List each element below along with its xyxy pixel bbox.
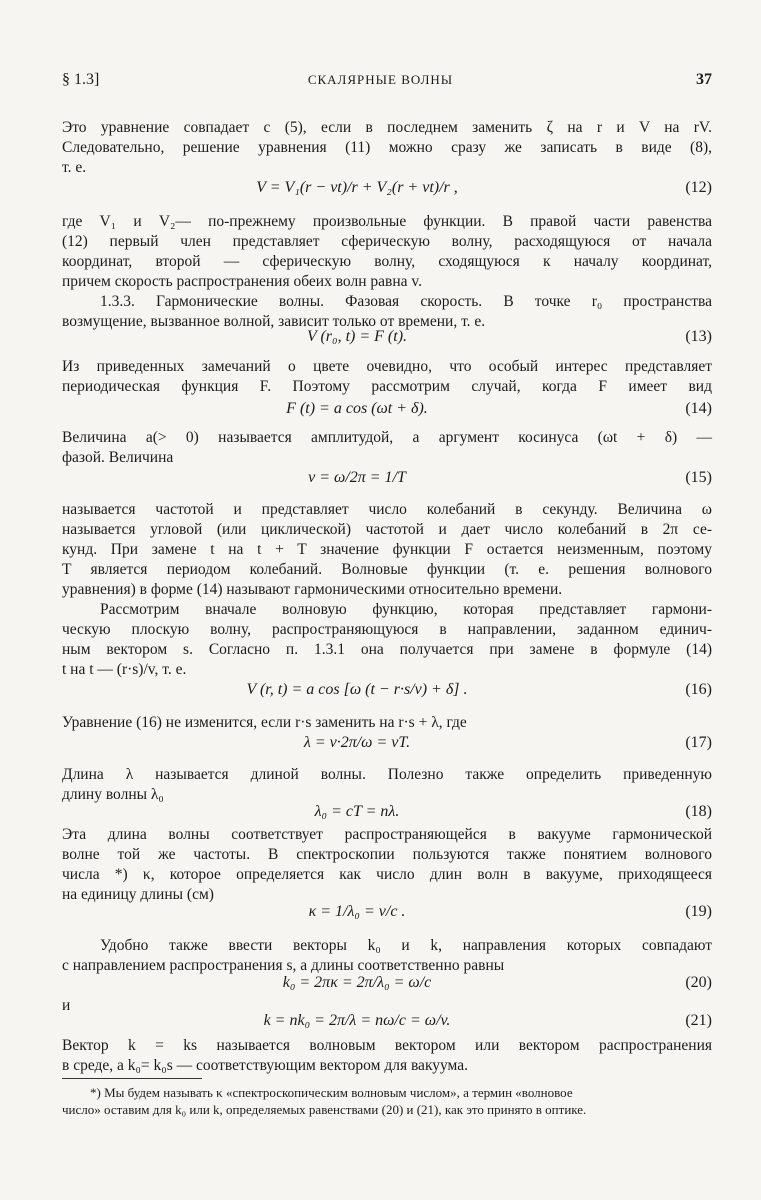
text-line: называется угловой (или циклической) частотой и дает число колебаний в 2π се- [62,521,712,538]
equation-18 [62,797,712,827]
equation-formula: V (r, t) = a cos [ω (t − r·s/v) + δ] . [246,681,468,698]
text-line: и [62,997,71,1014]
equation-formula: λ₀ = cT = nλ. [314,803,400,820]
equation-formula: V (r₀, t) = F (t). [306,328,408,345]
text-line: числа *) κ, которое определяется как число длин волн в вакууме, приходящееся [62,866,712,883]
equation-formula: λ = v·2π/ω = vT. [303,734,411,751]
text-line: длину волны λ₀ [62,786,164,803]
equation-number: (12) [685,179,712,196]
text-line: в среде, а k₀= k₀s — соответствующим вектором для вакуума. [62,1057,469,1074]
equation-13 [62,322,712,352]
equation-formula: V = V₁(r − vt)/r + V₂(r + vt)/r , [256,179,458,196]
text-line: Длина λ называется длиной волны. Полезно также определить приведенную [62,766,712,783]
footnote-divider [62,1078,202,1079]
equation-16 [62,672,712,708]
equation-number: (13) [685,328,712,345]
text-line: с направлением распространения s, а длины соответственно равны [62,957,505,974]
text-line: Удобно также ввести векторы k₀ и k, направления которых совпадают [100,937,712,954]
text-line: T является периодом колебаний. Волновые функции (т. е. решения волнового [62,561,712,578]
text-line: уравнения) в форме (14) называют гармоническими относительно времени. [62,581,563,598]
equation-formula: κ = 1/λ₀ = ν/c . [308,903,406,920]
equation-20 [62,968,712,998]
equation-19 [62,897,712,927]
equation-17 [62,728,712,758]
text-line: волне той же частоты. В спектроскопии пользуются также понятием волнового [62,846,712,863]
text-line: кунд. При замене t на t + T значение функции F остается неизменным, поэтому [62,541,712,558]
text-line: Из приведенных замечаний о цвете очевидно, что особый интерес представляет [62,358,712,375]
text-line: фазой. Величина [62,449,174,466]
equation-number: (19) [685,903,712,920]
text-line: Уравнение (16) не изменится, если r·s заменить на r·s + λ, где [62,714,467,731]
equation-formula: k₀ = 2πκ = 2π/λ₀ = ω/c [282,974,432,991]
text-line: 1.3.3. Гармонические волны. Фазовая скорость. В точке r₀ пространства [100,293,712,310]
running-title: СКАЛЯРНЫЕ ВОЛНЫ [307,72,454,87]
equation-formula: k = nk₀ = 2π/λ = nω/c = ω/v. [263,1012,451,1029]
text-line: координат, второй — сферическую волну, сходящуюся к началу координат, [62,253,712,270]
text-line: Эта длина волны соответствует распространяющейся в вакууме гармонической [62,826,712,843]
equation-number: (17) [685,734,712,751]
equation-number: (14) [685,400,712,417]
equation-number: (15) [685,469,712,486]
text-line: причем скорость распространения обеих волн равна v. [62,273,422,290]
page-number: 37 [696,71,712,88]
text-line: Вектор k = ks называется волновым вектором или вектором распространения [62,1037,712,1054]
section-ref: § 1.3] [62,71,100,88]
text-line: (12) первый член представляет сферическую волну, расходящуюся от начала [62,233,712,250]
text-line: Рассмотрим вначале волновую функцию, которая представляет гармони- [100,601,712,618]
text-line: Величина a(> 0) называется амплитудой, а аргумент косинуса (ωt + δ) — [62,429,712,446]
equation-number: (16) [685,681,712,698]
text-line: периодическая функция F. Поэтому рассмотрим случай, когда F имеет вид [62,378,712,395]
text-line: называется частотой и представляет число колебаний в секунду. Величина ω [62,501,712,518]
equation-14 [62,394,712,424]
equation-21 [62,1006,712,1036]
equation-15 [62,463,712,493]
text-line: Следовательно, решение уравнения (11) можно сразу же записать в виде (8), [62,139,712,156]
footnote-line: *) Мы будем называть κ «спектроскопическим волновым числом», а термин «волновое [90,1085,573,1100]
text-line: на единицу длины (см) [62,886,214,903]
text-line: t на t — (r·s)/v, т. е. [62,661,187,678]
text-line: Это уравнение совпадает с (5), если в последнем заменить ζ на r и V на rV. [62,119,712,136]
text-line: ческую плоскую волну, распространяющуюся в направлении, заданном единич- [62,621,712,638]
equation-12 [62,173,712,203]
text-line: ным вектором s. Согласно п. 1.3.1 она получается при замене в формуле (14) [62,641,712,658]
text-line: где V₁ и V₂— по-прежнему произвольные функции. В правой части равенства [62,213,712,230]
equation-number: (20) [685,974,712,991]
text-line: т. е. [62,159,87,176]
equation-formula: F (t) = a cos (ωt + δ). [286,400,428,417]
footnote-line: число» оставим для k₀ или k, определяемых равенствами (20) и (21), как это принято в оптике. [62,1102,587,1117]
equation-formula: ν = ω/2π = 1/T [308,469,406,486]
equation-number: (21) [685,1012,712,1029]
equation-number: (18) [685,803,712,820]
text-line: возмущение, вызванное волной, зависит только от времени, т. е. [62,313,486,330]
